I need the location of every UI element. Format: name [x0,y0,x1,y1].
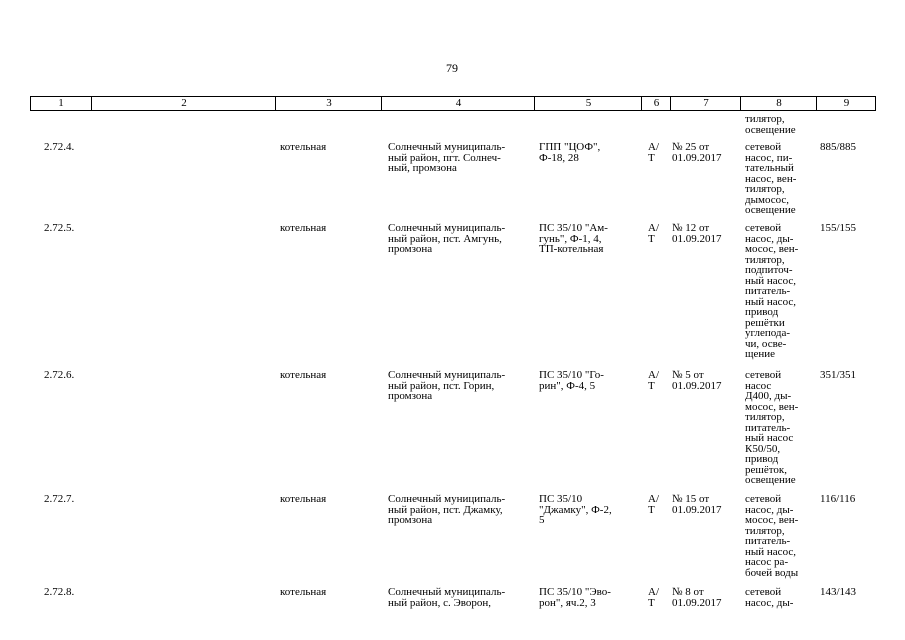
power-value: 143/143 [820,586,857,598]
object-address: Солнечный муниципаль- ный район, пгт. Солнеч- ный, промзона [388,141,506,174]
equipment-list: сетевой насос, ды- мосос, вен- тилятор, питатель- ный насос, насос ра- бочей воды [745,493,799,579]
object-type: котельная [280,493,327,505]
power-value: 351/351 [820,369,857,381]
object-address: Солнечный муниципаль- ный район, пст. Горин, промзона [388,369,506,402]
power-source: ПС 35/10 "Эво- рон", яч.2, 3 [539,586,611,609]
document-ref: № 12 от 01.09.2017 [672,222,722,245]
header-col-1: 1 [58,97,64,109]
row-number: 2.72.6. [44,369,75,381]
continued-equipment-text: тилятор, освещение [745,113,796,136]
equipment-list: сетевой насос Д400, ды- мосос, вен- тилятор, питатель- ный насос К50/50, привод решёток, освещение [745,369,799,486]
header-col-5: 5 [534,97,642,110]
row-number: 2.72.7. [44,493,75,505]
header-col-9: 9 [816,97,876,110]
equipment-list: сетевой насос, ды- [745,586,794,609]
category: А/ Т [648,586,659,609]
category: А/ Т [648,493,659,516]
power-source: ГПП "ЦОФ", Ф-18, 28 [539,141,601,164]
header-col-2: 2 [91,97,276,110]
header-col-7: 7 [670,97,741,110]
category: А/ Т [648,141,659,164]
category: А/ Т [648,369,659,392]
row-number: 2.72.4. [44,141,75,153]
power-value: 116/116 [820,493,856,505]
power-source: ПС 35/10 "Го- рин", Ф-4, 5 [539,369,604,392]
object-type: котельная [280,141,327,153]
page-number: 79 [446,61,458,75]
category: А/ Т [648,222,659,245]
header-col-4: 4 [381,97,535,110]
object-address: Солнечный муниципаль- ный район, с. Эворон, [388,586,506,609]
equipment-list: сетевой насос, пи- тательный насос, вен- тилятор, дымосос, освещение [745,141,797,216]
power-value: 155/155 [820,222,857,234]
power-value: 885/885 [820,141,857,153]
object-address: Солнечный муниципаль- ный район, пст. Амгунь, промзона [388,222,506,255]
object-type: котельная [280,369,327,381]
table-header-row [30,96,876,111]
object-address: Солнечный муниципаль- ный район, пст. Джамку, промзона [388,493,506,526]
row-number: 2.72.8. [44,586,75,598]
document-ref: № 25 от 01.09.2017 [672,141,722,164]
header-col-3: 3 [275,97,382,110]
object-type: котельная [280,586,327,598]
object-type: котельная [280,222,327,234]
document-ref: № 15 от 01.09.2017 [672,493,722,516]
header-col-8: 8 [740,97,817,110]
header-col-6: 6 [641,97,671,110]
document-ref: № 8 от 01.09.2017 [672,586,722,609]
document-ref: № 5 от 01.09.2017 [672,369,722,392]
equipment-list: сетевой насос, ды- мосос, вен- тилятор, подпиточ- ный насос, питатель- ный насос, привод решётки углепода- чи, осве- щение [745,222,799,360]
power-source: ПС 35/10 "Джамку", Ф-2, 5 [539,493,612,526]
row-number: 2.72.5. [44,222,75,234]
power-source: ПС 35/10 "Ам- гунь", Ф-1, 4, ТП-котельная [539,222,608,255]
